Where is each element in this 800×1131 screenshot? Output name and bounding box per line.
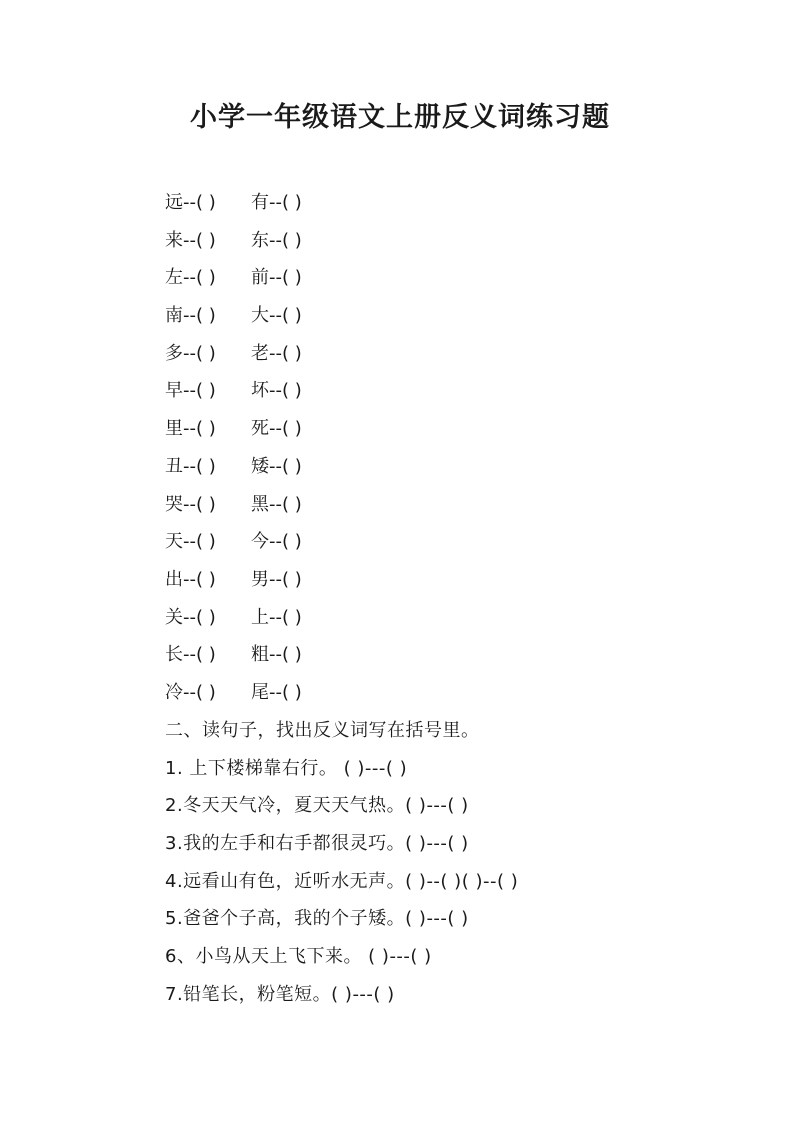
question-item: 6、小鸟从天上飞下来。 ( )---( ) bbox=[165, 946, 432, 968]
pair-right: 大--( ) bbox=[251, 305, 302, 327]
question-item: 3.我的左手和右手都很灵巧。( )---( ) bbox=[165, 833, 469, 855]
question-item: 5.爸爸个子高，我的个子矮。( )---( ) bbox=[165, 908, 469, 930]
pair-left: 来--( ) bbox=[165, 229, 216, 251]
pair-left: 冷--( ) bbox=[165, 681, 216, 703]
pair-right: 粗--( ) bbox=[251, 644, 302, 666]
pair-right: 矮--( ) bbox=[251, 455, 302, 477]
pair-row bbox=[165, 561, 302, 599]
pair-row bbox=[165, 372, 302, 410]
pair-right: 死--( ) bbox=[251, 418, 302, 440]
pair-right: 坏--( ) bbox=[251, 380, 302, 402]
question-item: 7.铅笔长，粉笔短。( )---( ) bbox=[165, 983, 395, 1005]
pair-row bbox=[165, 674, 302, 712]
pair-right: 男--( ) bbox=[251, 568, 302, 590]
pair-row bbox=[165, 448, 302, 486]
pair-left: 多--( ) bbox=[165, 342, 216, 364]
pair-right: 上--( ) bbox=[251, 606, 302, 628]
sentence-exercise-section bbox=[165, 712, 518, 1014]
pair-right: 前--( ) bbox=[251, 267, 302, 289]
pair-row bbox=[165, 222, 302, 260]
pair-right: 今--( ) bbox=[251, 531, 302, 553]
question-item: 4.远看山有色，近听水无声。( )--( )( )--( ) bbox=[165, 870, 519, 892]
pair-right: 黑--( ) bbox=[251, 493, 302, 515]
pair-right: 老--( ) bbox=[251, 342, 302, 364]
pair-row bbox=[165, 297, 302, 335]
pair-left: 关--( ) bbox=[165, 606, 216, 628]
pair-row bbox=[165, 410, 302, 448]
pair-left: 早--( ) bbox=[165, 380, 216, 402]
pair-row bbox=[165, 599, 302, 637]
pair-row bbox=[165, 636, 302, 674]
pair-left: 天--( ) bbox=[165, 531, 216, 553]
pair-left: 哭--( ) bbox=[165, 493, 216, 515]
pair-right: 尾--( ) bbox=[251, 681, 302, 703]
pair-left: 丑--( ) bbox=[165, 455, 216, 477]
pair-row bbox=[165, 523, 302, 561]
pair-row bbox=[165, 335, 302, 373]
pair-left: 里--( ) bbox=[165, 418, 216, 440]
pair-row bbox=[165, 259, 302, 297]
pair-left: 南--( ) bbox=[165, 305, 216, 327]
pair-left: 长--( ) bbox=[165, 644, 216, 666]
pair-left: 左--( ) bbox=[165, 267, 216, 289]
section-heading: 二、读句子，找出反义词写在括号里。 bbox=[165, 720, 480, 741]
pair-row bbox=[165, 486, 302, 524]
pair-left: 出--( ) bbox=[165, 568, 216, 590]
pair-right: 东--( ) bbox=[251, 229, 302, 251]
page-title: 小学一年级语文上册反义词练习题 bbox=[190, 102, 610, 133]
pair-left: 远--( ) bbox=[165, 192, 216, 213]
pair-row bbox=[165, 184, 302, 222]
question-item: 2.冬天天气冷，夏天天气热。( )---( ) bbox=[165, 795, 469, 817]
pair-right: 有--( ) bbox=[251, 192, 302, 213]
question-item: 1. 上下楼梯靠右行。 ( )---( ) bbox=[165, 757, 408, 779]
antonym-pair-list bbox=[165, 184, 302, 712]
